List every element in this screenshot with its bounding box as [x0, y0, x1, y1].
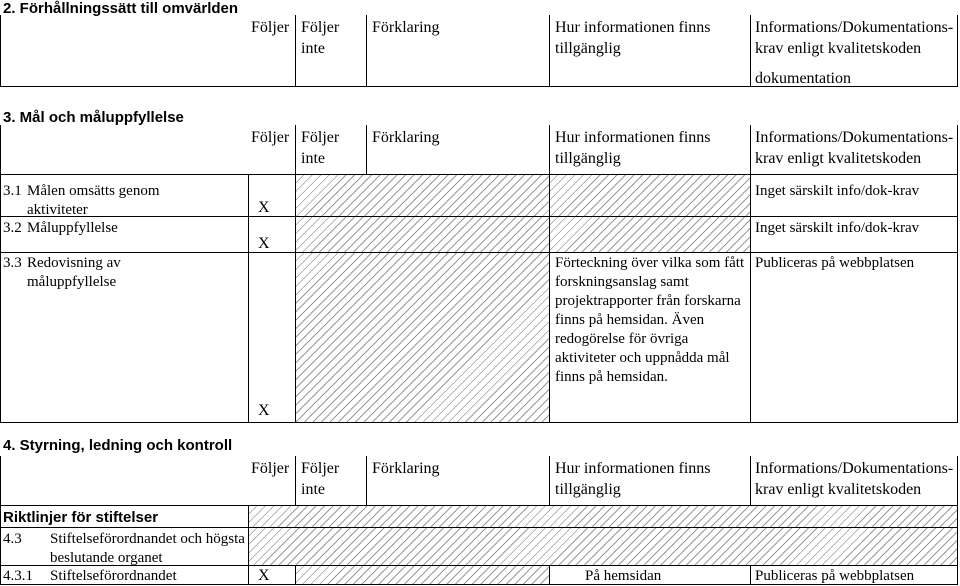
- section4-sub-divider: [248, 506, 249, 528]
- row-4-3-1-divider-4: [750, 566, 751, 585]
- section4-hdr-divider-4: [750, 456, 751, 506]
- section3-row1-hatch-hur: [550, 175, 750, 216]
- section4-sub-hatch: [249, 506, 957, 527]
- section3-hdr-divider-2: [366, 125, 367, 175]
- section2-header-foljer-inte: Följer inte: [301, 19, 340, 57]
- section3-divider-1: [248, 175, 249, 423]
- section4-header-foljer-inte: Följer inte: [301, 460, 340, 498]
- row-3-3-number: 3.3: [3, 255, 22, 271]
- section2-divider-1: [295, 15, 296, 87]
- row-4-3-1-divider-3: [549, 566, 550, 585]
- section4-hdr-divider-3: [549, 456, 550, 506]
- row-3-1-label: Målen omsätts genom aktiviteter: [27, 183, 160, 218]
- section3-row2-hatch-hur: [550, 217, 750, 252]
- row-4-3-divider: [248, 528, 249, 566]
- row-4-3-1-hur: På hemsidan: [585, 568, 662, 584]
- section3-title: 3. Mål och måluppfyllelse: [3, 109, 184, 126]
- section3-hdr-divider-4: [750, 125, 751, 175]
- row-4-3-1-foljer-mark: X: [258, 567, 270, 584]
- section2-divider-3: [549, 15, 550, 87]
- section4-header-foljer: Följer: [251, 460, 290, 477]
- section3-divider-4: [750, 175, 751, 423]
- section2-title: 2. Förhållningssätt till omvärlden: [3, 0, 239, 17]
- section3-row3-hatch-inte-forklaring: [296, 253, 549, 422]
- row-3-3-hur: Förteckning över vilka som fått forskningsanslag samt projektrapporter från forskarna finns på hemsidan. Även redogörelse för övriga aktiviteter och uppnådda mål finns på hemsidan.: [555, 255, 745, 385]
- row-4-3-1-number: 4.3.1: [3, 568, 33, 584]
- row-3-3-krav: Publiceras på webbplatsen: [755, 255, 915, 271]
- row-4-3-label: Stiftelseförordnandet och högsta beslutande organet: [50, 531, 245, 566]
- section4-title: 4. Styrning, ledning och kontroll: [3, 437, 233, 454]
- section4-hdr-divider-2: [366, 456, 367, 506]
- section3-header-hur: Hur informationen finns tillgänglig: [555, 129, 711, 167]
- section2-header-hur: Hur informationen finns tillgänglig: [555, 19, 711, 57]
- section3-hdr-divider-3: [549, 125, 550, 175]
- section3-header-krav: Informations/Dokumentations-krav enligt kvalitetskoden: [755, 129, 954, 167]
- row-3-1-number: 3.1: [3, 183, 22, 199]
- row-3-2-krav: Inget särskilt info/dok-krav: [755, 220, 920, 236]
- row-4-3-1-divider-2: [295, 566, 296, 585]
- row-3-3-label: Redovisning av måluppfyllelse: [27, 255, 121, 290]
- row-4-3-number: 4.3: [3, 531, 22, 547]
- section4-header-hur: Hur informationen finns tillgänglig: [555, 460, 711, 498]
- section2-header-krav: Informations/Dokumentations-krav enligt kvalitetskoden: [755, 19, 954, 57]
- section4-hdr-divider-1: [295, 456, 296, 506]
- section2-divider-4: [750, 15, 751, 87]
- row-3-3-foljer-mark: X: [258, 402, 270, 419]
- row-3-2-number: 3.2: [3, 220, 22, 236]
- row-3-2-label: Måluppfyllelse: [27, 220, 118, 236]
- row-4-3-hatch: [249, 528, 957, 565]
- row-4-3-1-label: Stiftelseförordnandet: [50, 568, 177, 584]
- row-4-3-1-krav: Publiceras på webbplatsen: [755, 568, 915, 584]
- row-3-1-foljer-mark: X: [258, 199, 270, 216]
- section4-header-forklaring: Förklaring: [372, 460, 440, 477]
- section2-overflow-text: dokumentation: [755, 70, 851, 87]
- row-3-1-krav: Inget särskilt info/dok-krav: [755, 183, 920, 199]
- section2-header-foljer: Följer: [251, 19, 290, 36]
- section2-divider-2: [366, 15, 367, 87]
- section4-subheading: Riktlinjer för stiftelser: [3, 509, 159, 526]
- section3-header-foljer-inte: Följer inte: [301, 129, 340, 167]
- section3-row1-hatch-inte-forklaring: [296, 175, 549, 216]
- section3-hdr-divider-1: [295, 125, 296, 175]
- section4-header-krav: Informations/Dokumentations-krav enligt kvalitetskoden: [755, 460, 954, 498]
- section2-header-forklaring: Förklaring: [372, 19, 440, 36]
- section3-header-foljer: Följer: [251, 129, 290, 146]
- section3-row2-hatch-inte-forklaring: [296, 217, 549, 252]
- row-3-2-foljer-mark: X: [258, 235, 270, 252]
- row-4-3-1-hatch: [296, 566, 549, 584]
- row-4-3-1-divider-1: [248, 566, 249, 585]
- section3-header-forklaring: Förklaring: [372, 129, 440, 146]
